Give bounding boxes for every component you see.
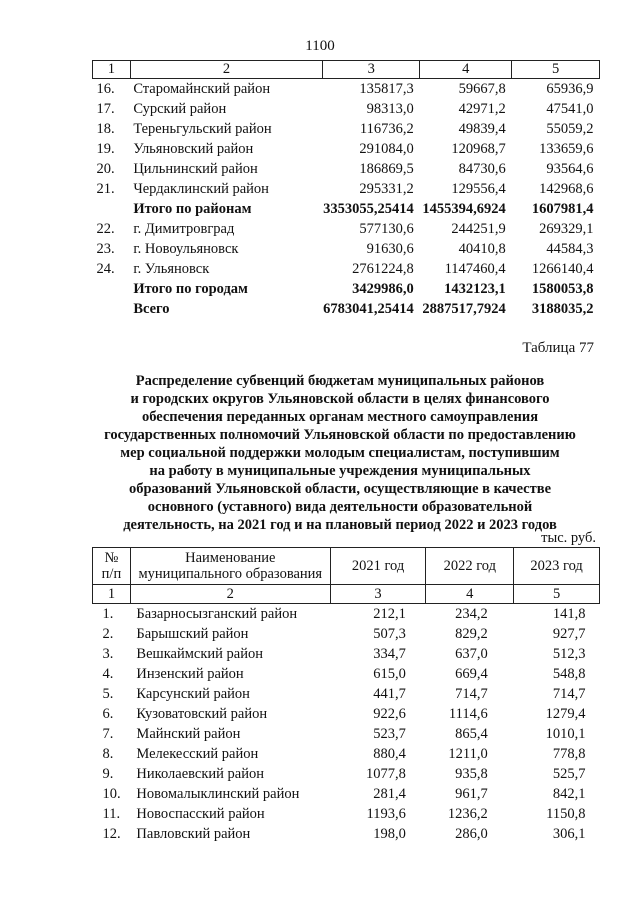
row-name: Николаевский район <box>136 766 264 782</box>
value-2021: 281,4 <box>373 786 406 802</box>
table-row <box>93 279 600 299</box>
page-number: 1100 <box>305 38 335 54</box>
value-2022: 49839,4 <box>458 121 506 137</box>
column-number-row <box>93 61 600 79</box>
table-row <box>93 744 600 764</box>
value-2023: 1580053,8 <box>531 281 594 297</box>
value-2022: 234,2 <box>455 606 488 622</box>
value-2021: 116736,2 <box>359 121 414 137</box>
row-number: 2. <box>102 626 114 642</box>
value-2022: 1147460,4 <box>444 261 506 277</box>
value-2021: 1193,6 <box>366 806 406 822</box>
value-2023: 133659,6 <box>539 141 594 157</box>
row-number: 22. <box>96 221 115 237</box>
table-row <box>93 724 600 744</box>
table-row <box>93 664 600 684</box>
value-2023: 306,1 <box>552 826 586 842</box>
row-number: 23. <box>96 241 115 257</box>
table-row <box>93 159 600 179</box>
row-number: 7. <box>102 726 114 742</box>
title-line: Распределение субвенций бюджетам муниципальных районов <box>135 373 545 389</box>
table-row <box>93 179 600 199</box>
value-2021: 3353055,25414 <box>323 201 414 217</box>
header-2022: 2022 год <box>426 548 514 585</box>
value-2022: 40410,8 <box>458 241 506 257</box>
header-name <box>130 548 330 585</box>
value-2023: 65936,9 <box>546 81 594 97</box>
row-name: Всего <box>133 301 170 317</box>
title-line: деятельность, на 2021 год и на плановый период 2022 и 2023 годов <box>123 517 557 533</box>
value-2021: 507,3 <box>373 626 406 642</box>
title-line: и городских округов Ульяновской области в целях финансового <box>130 391 550 407</box>
table-row <box>93 199 600 219</box>
row-number: 18. <box>96 121 115 137</box>
table-row <box>93 684 600 704</box>
row-name: Барышский район <box>136 626 249 642</box>
column-number: 5 <box>512 61 600 79</box>
value-2023: 548,8 <box>552 666 586 682</box>
value-2022: 829,2 <box>455 626 488 642</box>
table-row <box>93 139 600 159</box>
value-2021: 880,4 <box>373 746 406 762</box>
row-number: 21. <box>96 181 115 197</box>
value-2021: 615,0 <box>373 666 406 682</box>
table-row <box>93 99 600 119</box>
title-line: обеспечения переданных органам местного самоуправления <box>141 409 539 425</box>
value-2023: 778,8 <box>552 746 586 762</box>
value-2023: 3188035,2 <box>531 301 594 317</box>
column-number-row <box>93 585 600 604</box>
column-number: 1 <box>93 585 131 604</box>
row-number: 17. <box>96 101 115 117</box>
row-name: Чердаклинский район <box>133 181 269 197</box>
value-2021: 198,0 <box>373 826 406 842</box>
row-number <box>93 279 131 299</box>
value-2021: 291084,0 <box>359 141 414 157</box>
value-2022: 1211,0 <box>448 746 488 762</box>
value-2023: 142968,6 <box>539 181 594 197</box>
row-name: Вешкаймский район <box>136 646 263 662</box>
table-row <box>93 239 600 259</box>
row-number <box>93 299 131 319</box>
row-name: Новомалыклинский район <box>136 786 300 802</box>
table-row <box>93 259 600 279</box>
table-row <box>93 704 600 724</box>
row-name: Цильнинский район <box>133 161 258 177</box>
value-2023: 1607981,4 <box>531 201 594 217</box>
value-2023: 47541,0 <box>546 101 594 117</box>
header-2023: 2023 год <box>514 548 600 585</box>
value-2021: 186869,5 <box>359 161 414 177</box>
value-2023: 44584,3 <box>546 241 594 257</box>
header-number-line1: № <box>104 550 119 566</box>
value-2021: 98313,0 <box>366 101 414 117</box>
table-row <box>93 784 600 804</box>
value-2022: 714,7 <box>455 686 488 702</box>
table-row <box>93 624 600 644</box>
value-2022: 935,8 <box>455 766 488 782</box>
row-number: 10. <box>102 786 121 802</box>
title-line: основного (уставного) вида деятельности образовательной <box>147 499 533 515</box>
table-row <box>93 804 600 824</box>
column-number: 3 <box>323 61 420 79</box>
value-2023: 141,8 <box>552 606 586 622</box>
table-label: Таблица 77 <box>522 340 594 356</box>
value-2022: 1432123,1 <box>444 281 506 297</box>
column-number: 2 <box>130 585 330 604</box>
row-name: Кузоватовский район <box>136 706 268 722</box>
value-2023: 55059,2 <box>546 121 594 137</box>
title-line: образований Ульяновской области, осуществляющие в качестве <box>128 481 552 497</box>
row-number: 19. <box>96 141 115 157</box>
value-2022: 244251,9 <box>451 221 506 237</box>
title-line: мер социальной поддержки молодым специалистам, поступившим <box>120 445 560 461</box>
value-2022: 84730,6 <box>458 161 506 177</box>
title-line: на работу в муниципальные учреждения муниципальных <box>149 463 531 479</box>
row-name: Майнский район <box>136 726 241 742</box>
row-name: г. Новоульяновск <box>133 241 239 257</box>
value-2022: 1114,6 <box>448 706 488 722</box>
table-row <box>93 219 600 239</box>
value-2021: 91630,6 <box>366 241 414 257</box>
header-2021: 2021 год <box>330 548 426 585</box>
value-2023: 93564,6 <box>546 161 594 177</box>
row-number: 6. <box>102 706 114 722</box>
value-2021: 6783041,25414 <box>323 301 414 317</box>
row-number: 24. <box>96 261 115 277</box>
row-number <box>93 199 131 219</box>
row-number: 20. <box>96 161 115 177</box>
row-name: Инзенский район <box>136 666 244 682</box>
row-name: г. Димитровград <box>133 221 235 237</box>
table-row <box>93 824 600 844</box>
value-2021: 212,1 <box>373 606 406 622</box>
value-2023: 927,7 <box>552 626 586 642</box>
header-name-line2: муниципального образования <box>138 566 323 582</box>
header-name-line1: Наименование <box>185 550 276 566</box>
value-2022: 1236,2 <box>447 806 488 822</box>
column-number: 4 <box>420 61 512 79</box>
value-2022: 2887517,7924 <box>422 301 506 317</box>
value-2021: 2761224,8 <box>352 261 414 277</box>
header-number <box>93 548 131 585</box>
row-number: 3. <box>102 646 114 662</box>
value-2022: 1455394,6924 <box>422 201 506 217</box>
value-2021: 3429986,0 <box>352 281 414 297</box>
value-2021: 523,7 <box>373 726 406 742</box>
row-name: Ульяновский район <box>133 141 254 157</box>
value-2022: 42971,2 <box>458 101 506 117</box>
row-name: Старомайнский район <box>133 81 271 97</box>
row-number: 16. <box>96 81 115 97</box>
value-2022: 669,4 <box>455 666 488 682</box>
row-number: 8. <box>102 746 114 762</box>
value-2023: 1150,8 <box>546 806 586 822</box>
units-label: тыс. руб. <box>541 530 596 546</box>
row-name: Итого по районам <box>133 201 252 217</box>
row-number: 5. <box>102 686 114 702</box>
column-number: 2 <box>130 61 322 79</box>
table-77 <box>92 547 600 844</box>
column-number: 1 <box>93 61 131 79</box>
row-name: Новоспасский район <box>136 806 265 822</box>
row-name: Базарносызганский район <box>136 606 298 622</box>
value-2021: 135817,3 <box>359 81 414 97</box>
table-76-continuation <box>92 60 600 319</box>
row-name: Сурский район <box>133 101 227 117</box>
value-2022: 120968,7 <box>451 141 506 157</box>
row-number: 12. <box>102 826 121 842</box>
value-2022: 865,4 <box>455 726 488 742</box>
value-2021: 922,6 <box>373 706 406 722</box>
value-2023: 1266140,4 <box>531 261 594 277</box>
table-row <box>93 79 600 100</box>
row-name: Тереньгульский район <box>133 121 272 137</box>
table-row <box>93 604 600 625</box>
header-row <box>93 548 600 585</box>
value-2022: 961,7 <box>455 786 488 802</box>
table-row <box>93 644 600 664</box>
value-2021: 577130,6 <box>359 221 414 237</box>
value-2023: 269329,1 <box>539 221 594 237</box>
column-number: 3 <box>330 585 426 604</box>
value-2023: 512,3 <box>552 646 586 662</box>
value-2023: 1279,4 <box>545 706 586 722</box>
row-number: 11. <box>102 806 121 822</box>
row-name: г. Ульяновск <box>133 261 210 277</box>
value-2023: 1010,1 <box>545 726 586 742</box>
value-2021: 1077,8 <box>366 766 406 782</box>
column-number: 4 <box>426 585 514 604</box>
table-row <box>93 764 600 784</box>
row-number: 1. <box>102 606 114 622</box>
table-title <box>80 372 600 534</box>
row-number: 9. <box>102 766 114 782</box>
value-2023: 714,7 <box>552 686 586 702</box>
table-row <box>93 299 600 319</box>
value-2022: 59667,8 <box>458 81 506 97</box>
row-number: 4. <box>102 666 114 682</box>
value-2022: 129556,4 <box>451 181 506 197</box>
value-2021: 295331,2 <box>359 181 414 197</box>
column-number: 5 <box>514 585 600 604</box>
row-name: Мелекесский район <box>136 746 259 762</box>
row-name: Итого по городам <box>133 281 248 297</box>
value-2022: 637,0 <box>455 646 488 662</box>
header-number-line2: п/п <box>101 566 122 582</box>
row-name: Павловский район <box>136 826 251 842</box>
value-2023: 842,1 <box>552 786 586 802</box>
value-2023: 525,7 <box>552 766 586 782</box>
value-2021: 334,7 <box>373 646 406 662</box>
table-row <box>93 119 600 139</box>
title-line: государственных полномочий Ульяновской области по предоставлению <box>104 427 576 443</box>
row-name: Карсунский район <box>136 686 250 702</box>
value-2022: 286,0 <box>455 826 488 842</box>
value-2021: 441,7 <box>373 686 406 702</box>
